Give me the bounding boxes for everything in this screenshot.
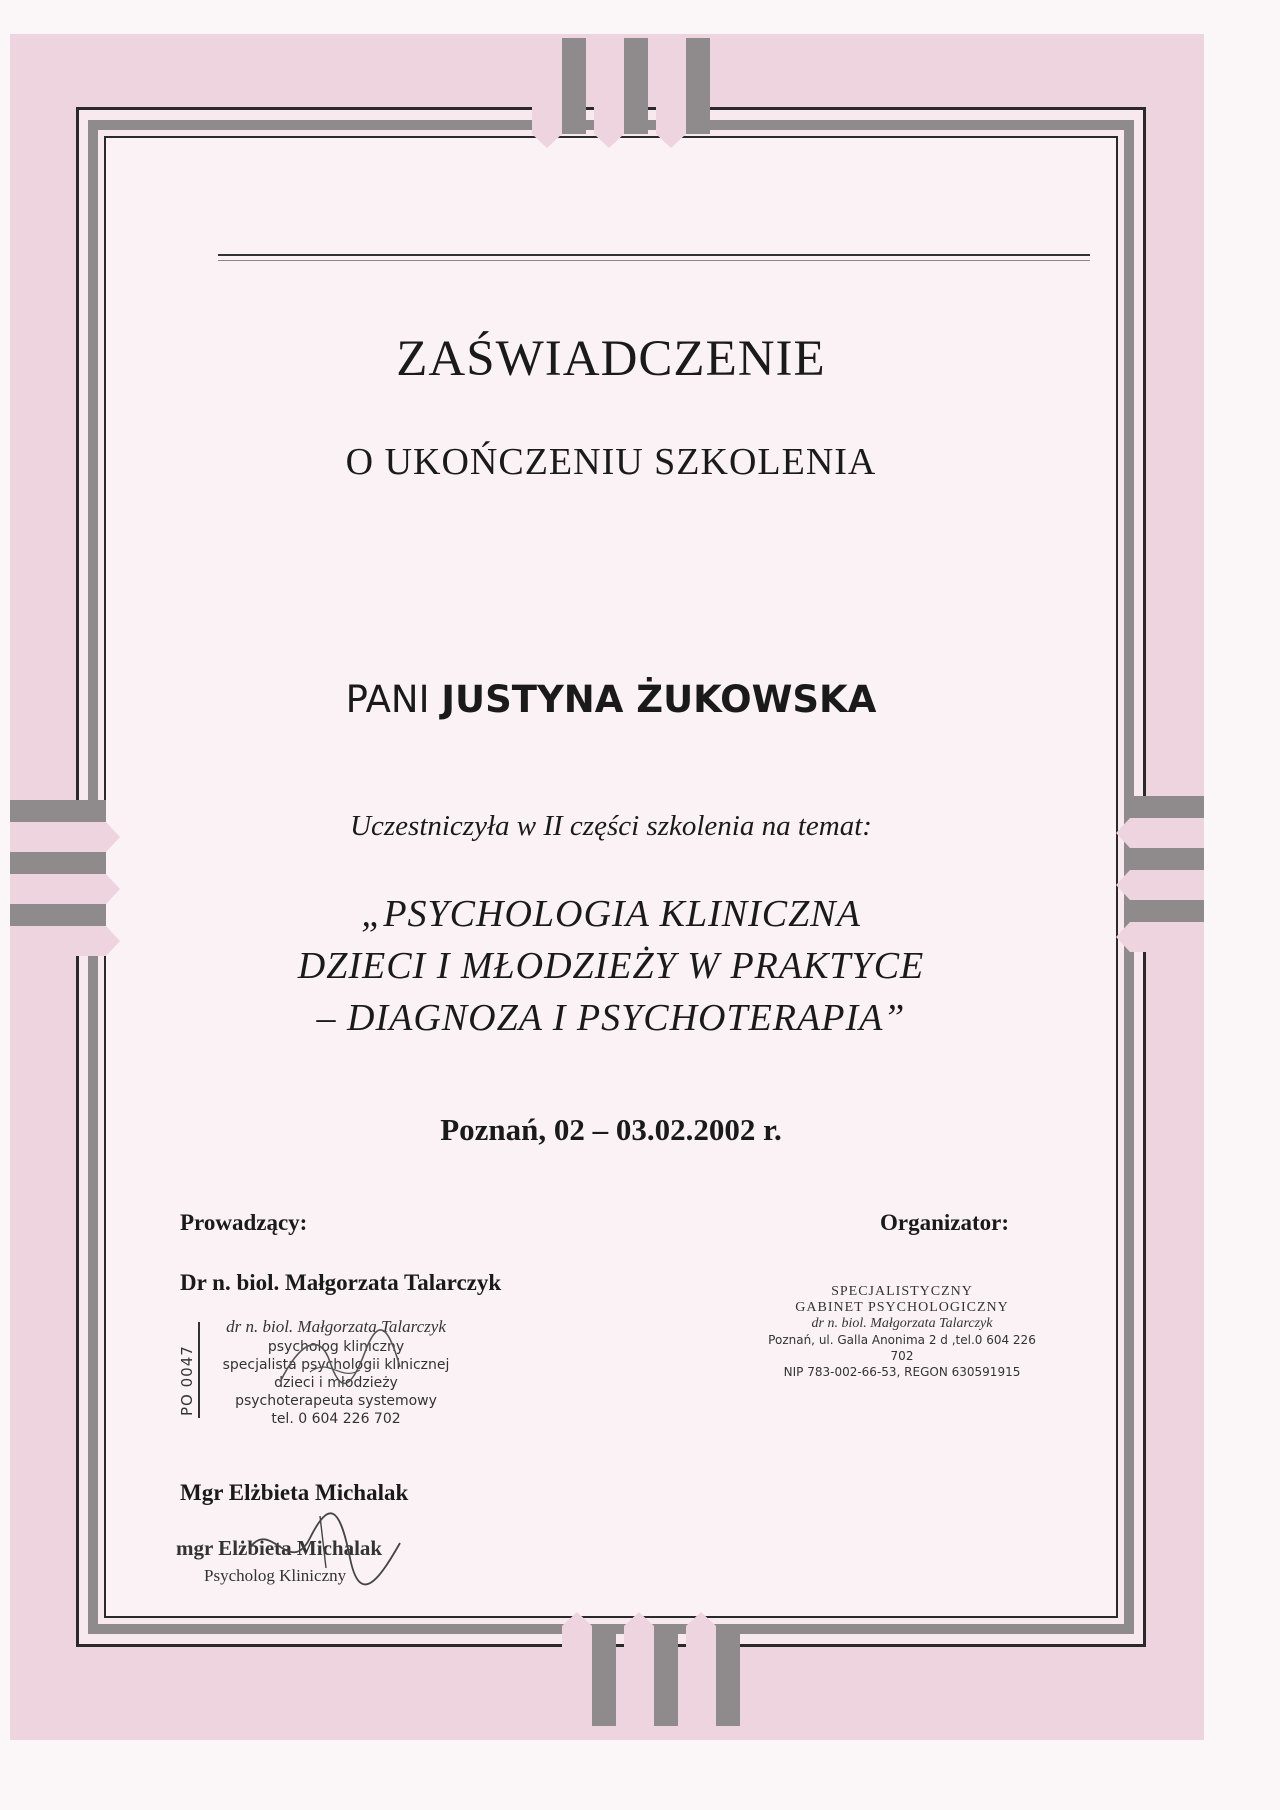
instructor-2-name: Mgr Elżbieta Michalak <box>180 1480 409 1505</box>
training-topic <box>104 888 1118 1044</box>
pink-border-left <box>10 34 76 1740</box>
stamp-line-6: tel. 0 604 226 702 <box>271 1411 401 1427</box>
stamp3-line-1: mgr Elżbieta Michalak <box>176 1536 383 1560</box>
instructor-label: Prowadzący: <box>180 1210 308 1235</box>
participation-intro: Uczestniczyła w II części szkolenia na temat: <box>350 810 872 842</box>
organizer-stamp-line-4: Poznań, ul. Galla Anonima 2 d ,tel.0 604 226 702 <box>768 1333 1036 1363</box>
instructor-1-name: Dr n. biol. Małgorzata Talarczyk <box>180 1270 502 1295</box>
instructor-1-stamp <box>176 1318 466 1428</box>
pink-border-bottom <box>10 1647 1204 1740</box>
pink-border-right <box>1146 34 1204 1740</box>
stamp3-line-2: Psycholog Kliniczny <box>204 1566 347 1585</box>
stamp-line-5: psychoterapeuta systemowy <box>235 1393 437 1409</box>
organizer-stamp-line-3: dr n. biol. Małgorzata Talarczyk <box>811 1316 993 1331</box>
stamp-line-2: psycholog kliniczny <box>267 1339 405 1355</box>
stamp-line-1: dr n. biol. Małgorzata Talarczyk <box>226 1317 446 1336</box>
top-rule-line <box>218 254 1090 256</box>
topic-line-1: „PSYCHOLOGIA KLINICZNA <box>361 893 861 935</box>
certificate-title: ZAŚWIADCZENIE <box>396 331 826 387</box>
recipient-line <box>104 678 1118 721</box>
stamp-line-4: dzieci i młodzieży <box>274 1375 398 1391</box>
top-rule-line-secondary <box>218 260 1090 261</box>
topic-line-3: – DIAGNOZA I PSYCHOTERAPIA” <box>316 997 906 1039</box>
topic-line-2: DZIECI I MŁODZIEŻY W PRAKTYCE <box>297 945 925 987</box>
recipient-name: JUSTYNA ŻUKOWSKA <box>441 678 877 721</box>
stamp-divider <box>198 1322 200 1418</box>
organizer-stamp-line-5: NIP 783-002-66-53, REGON 630591915 <box>783 1365 1021 1379</box>
organizer-stamp-line-2: GABINET PSYCHOLOGICZNY <box>795 1300 1009 1315</box>
certificate-subtitle: O UKOŃCZENIU SZKOLENIA <box>345 441 877 483</box>
stamp-code: PO 0047 <box>178 1345 196 1416</box>
stamp-line-3: specjalista psychologii klinicznej <box>222 1357 450 1373</box>
pink-border-top <box>10 34 1204 107</box>
organizer-stamp-line-1: SPECJALISTYCZNY <box>831 1284 973 1299</box>
recipient-prefix: PANI <box>345 678 430 721</box>
place-and-date: Poznań, 02 – 03.02.2002 r. <box>440 1112 782 1147</box>
organizer-stamp <box>762 1284 1042 1380</box>
instructor-2-stamp <box>176 1530 436 1596</box>
organizer-label: Organizator: <box>880 1210 1010 1235</box>
